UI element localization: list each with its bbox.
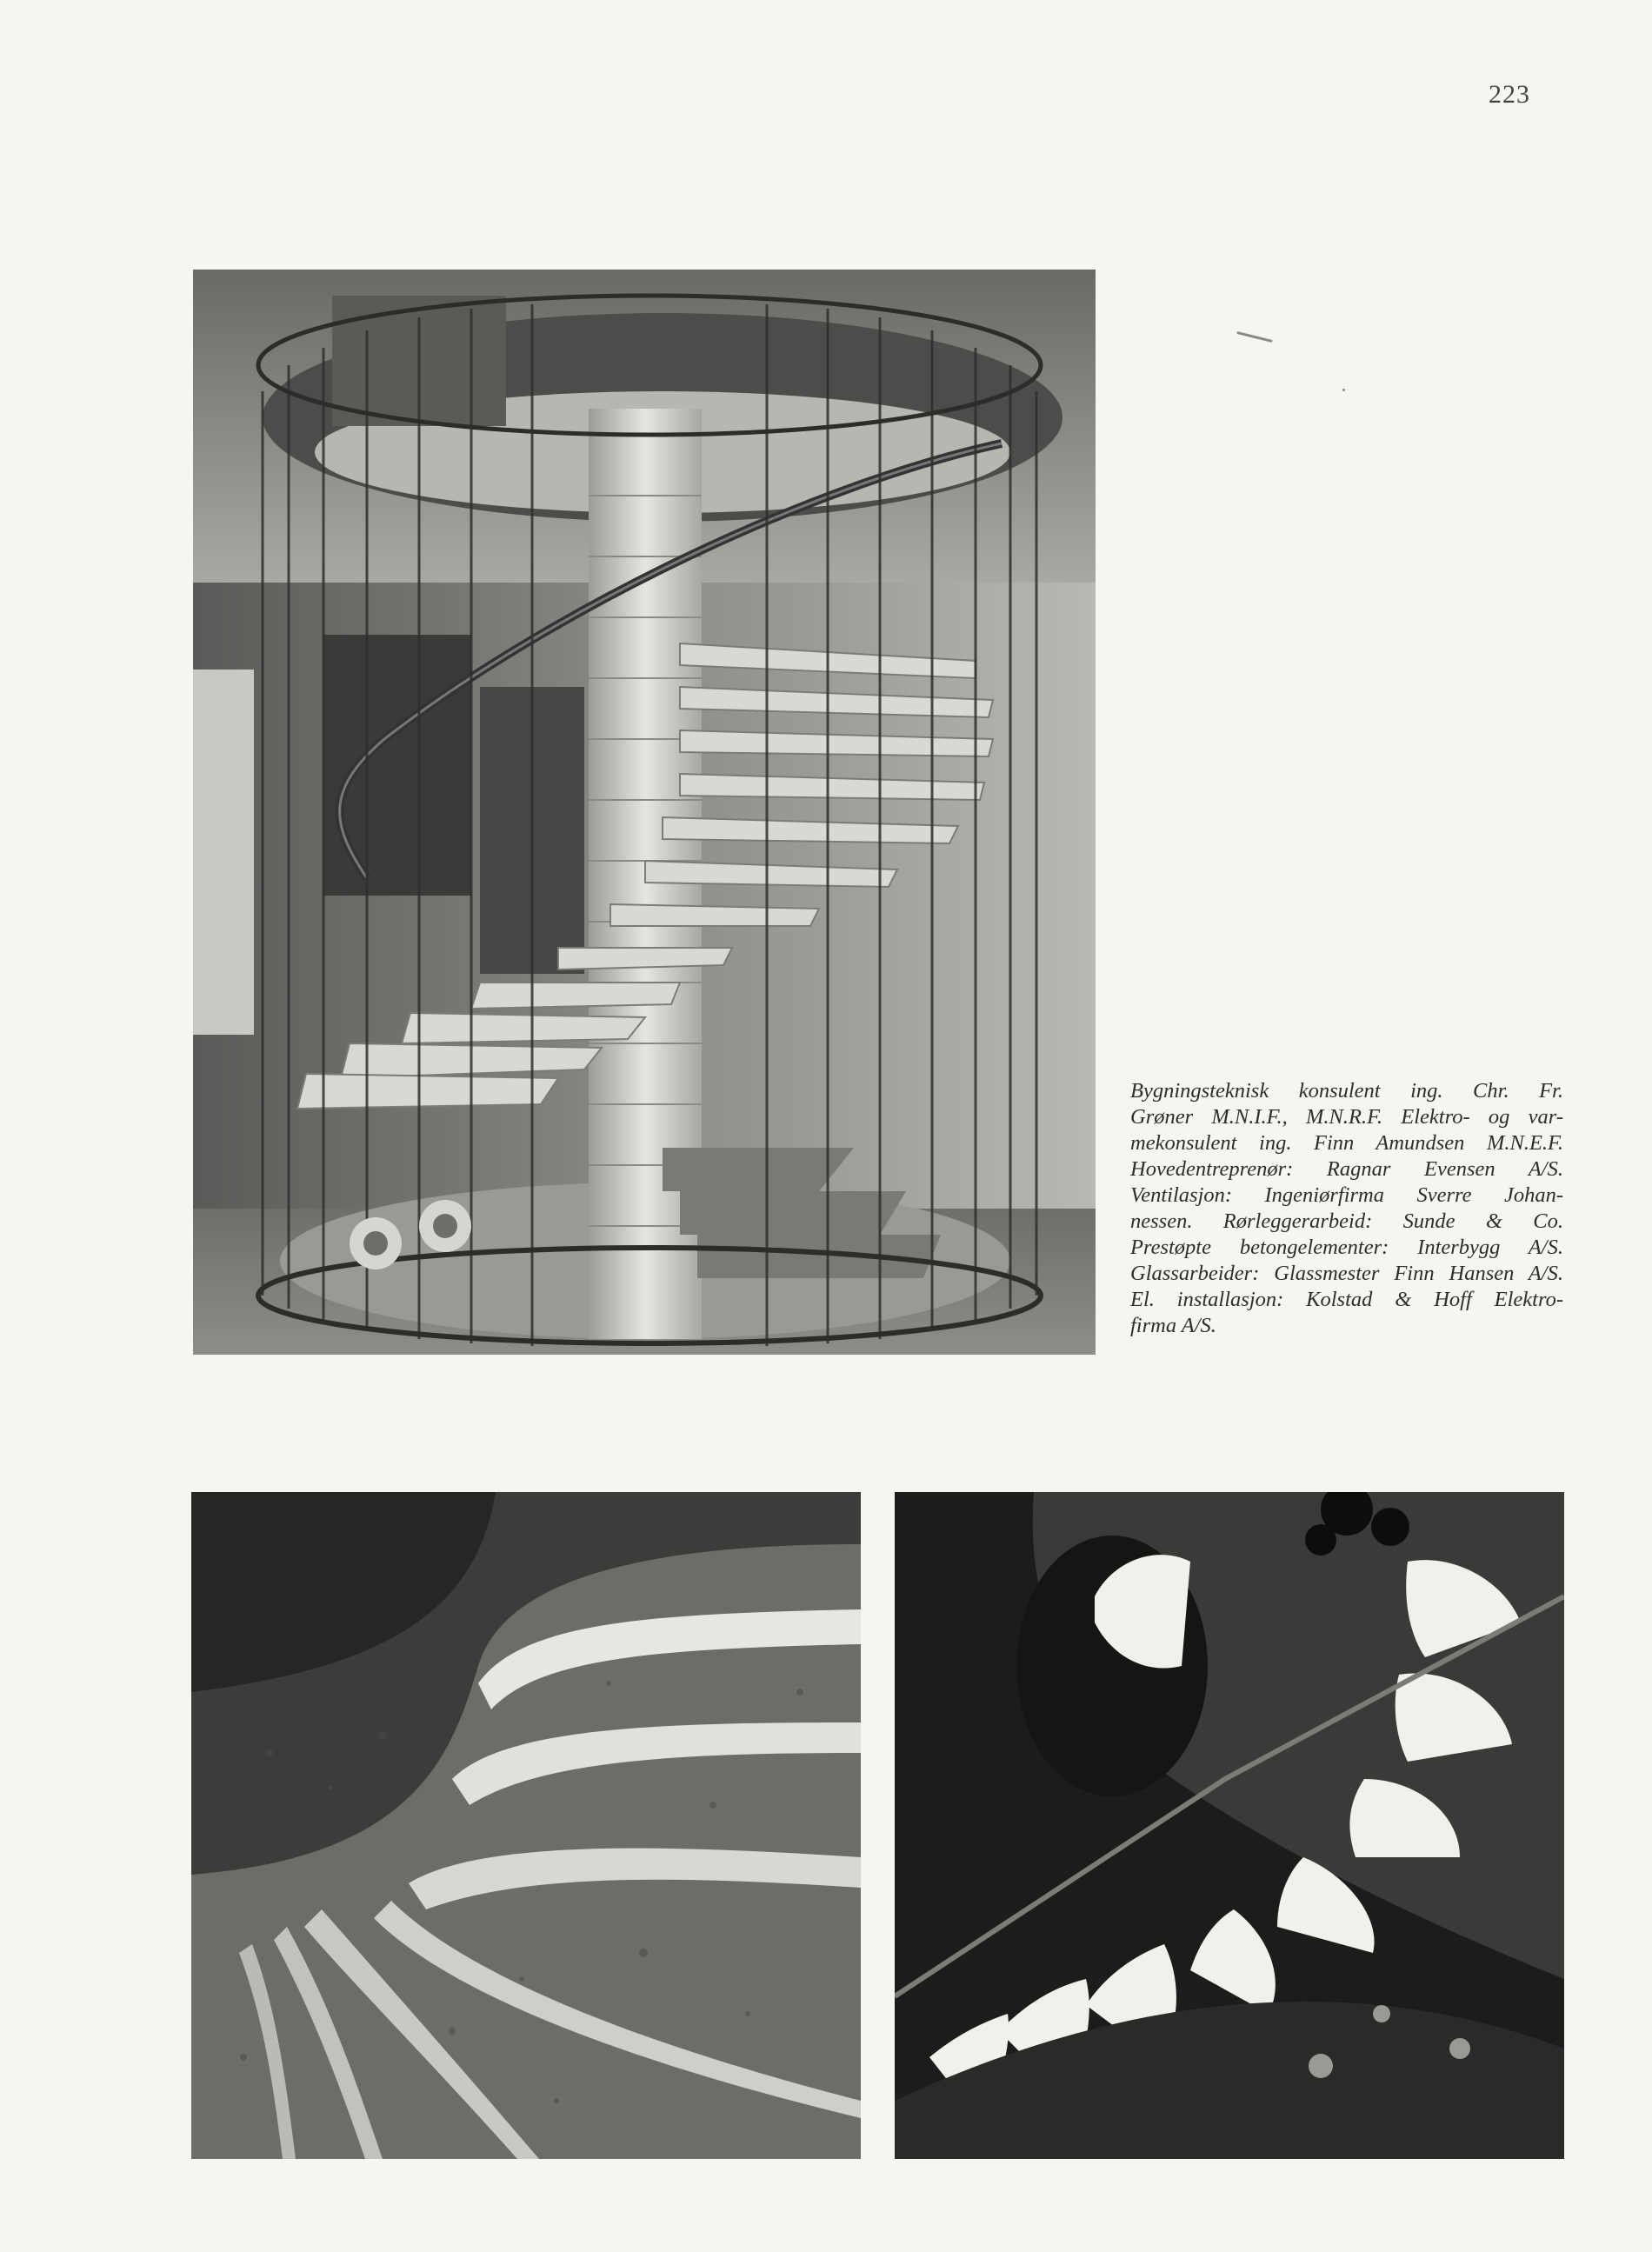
photo-spiral-staircase [193,270,1096,1355]
spiral-staircase-image [193,270,1096,1355]
caption-line: Grøner M.N.I.F., M.N.R.F. Elektro- og var- [1130,1105,1563,1129]
caption-line: Ventilasjon: Ingeniørfirma Sverre Johan- [1130,1183,1563,1207]
caption-line: El. installasjon: Kolstad & Hoff Elektro- [1130,1288,1563,1311]
photo-spiral-from-below [895,1492,1564,2159]
caption-line: Prestøpte betongelementer: Interbygg A/S. [1130,1236,1563,1259]
caption-line: firma A/S. [1130,1314,1216,1337]
paper-speck [1236,331,1272,343]
spiral-from-below-image [895,1492,1564,2159]
caption-line: Hovedentreprenør: Ragnar Evensen A/S. [1130,1157,1563,1181]
credits-caption [1130,1078,1563,1339]
caption-line: mekonsulent ing. Finn Amundsen M.N.E.F. [1130,1131,1563,1155]
caption-line: Bygningsteknisk konsulent ing. Chr. Fr. [1130,1079,1563,1103]
page-number: 223 [1489,80,1530,109]
caption-line: Glassarbeider: Glassmester Finn Hansen A/S. [1130,1262,1563,1285]
curved-steps-image [191,1492,861,2159]
paper-speck [1342,389,1345,391]
caption-line: nessen. Rørleggerarbeid: Sunde & Co. [1130,1209,1563,1233]
photo-curved-steps [191,1492,861,2159]
